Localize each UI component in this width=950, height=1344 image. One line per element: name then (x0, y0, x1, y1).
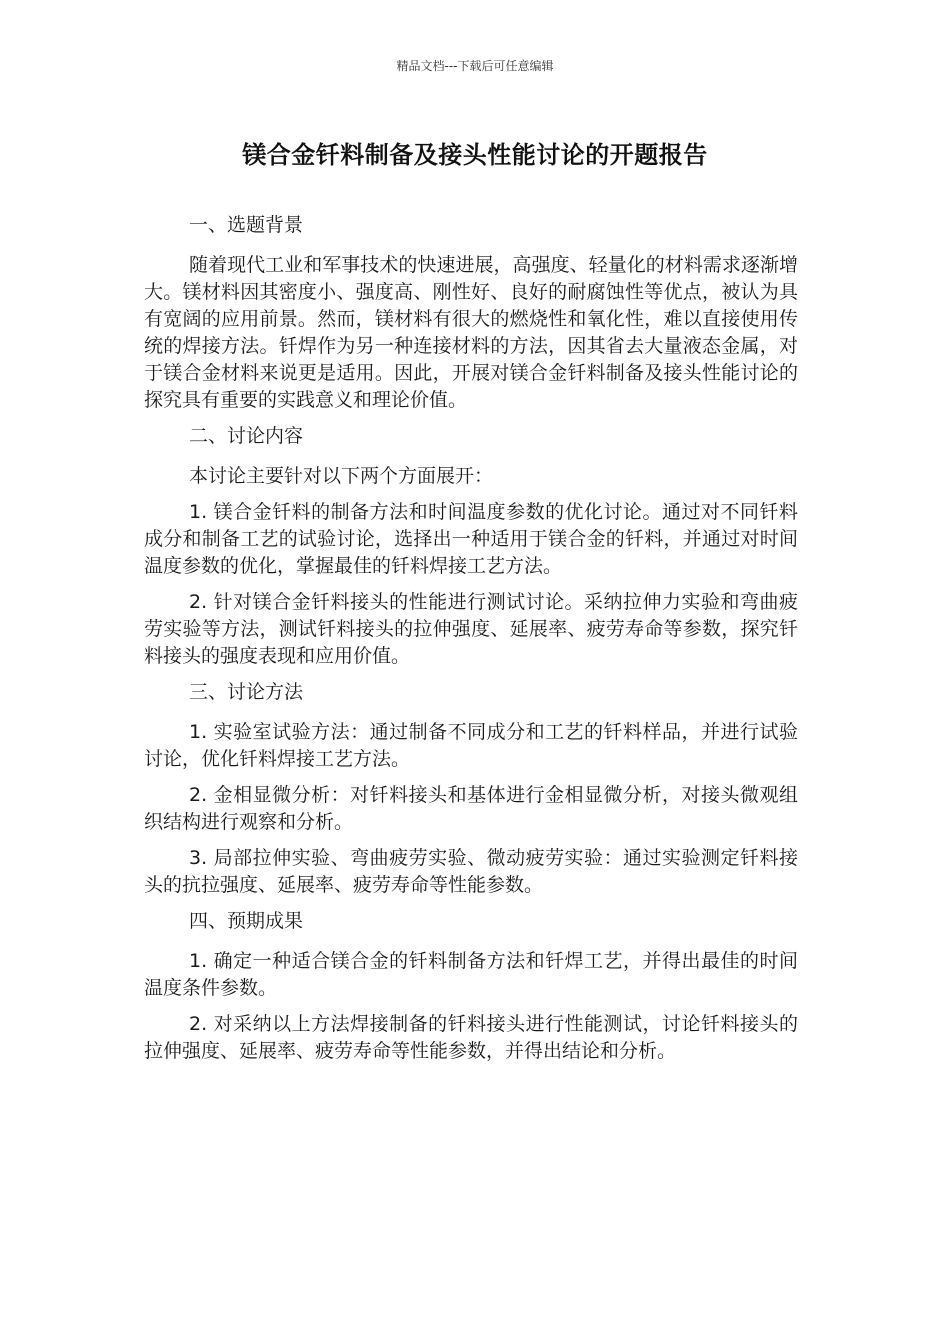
paragraph-results-item-2: 2. 对采纳以上方法焊接制备的钎料接头进行性能测试，讨论钎料接头的拉伸强度、延展率、疲劳寿命等性能参数，并得出结论和分析。 (144, 1013, 798, 1062)
paragraph-method-item-1: 1. 实验室试验方法：通过制备不同成分和工艺的钎料样品，并进行试验讨论，优化钎料焊接工艺方法。 (144, 721, 798, 770)
paragraph-content-item-2: 2. 针对镁合金钎料接头的性能进行测试讨论。采纳拉伸力实验和弯曲疲劳实验等方法，测试钎料接头的拉伸强度、延展率、疲劳寿命等参数，探究钎料接头的强度表现和应用价值。 (144, 591, 798, 667)
section-heading-content: 二、讨论内容 (189, 425, 304, 447)
paragraph-content-item-1: 1. 镁合金钎料的制备方法和时间温度参数的优化讨论。通过对不同钎料成分和制备工艺的试验讨论，选择出一种适用于镁合金的钎料，并通过对时间温度参数的优化，掌握最佳的钎料焊接工艺方法。 (144, 501, 798, 577)
section-heading-results: 四、预期成果 (189, 910, 304, 932)
page-header-watermark: 精品文档---下载后可任意编辑 (396, 59, 554, 73)
paragraph-method-item-2: 2. 金相显微分析：对钎料接头和基体进行金相显微分析，对接头微观组织结构进行观察和分析。 (144, 784, 798, 833)
paragraph-content-intro: 本讨论主要针对以下两个方面展开： (189, 465, 494, 487)
document-title: 镁合金钎料制备及接头性能讨论的开题报告 (242, 141, 708, 169)
section-heading-background: 一、选题背景 (189, 214, 304, 236)
paragraph-method-item-3: 3. 局部拉伸实验、弯曲疲劳实验、微动疲劳实验：通过实验测定钎料接头的抗拉强度、延展率、疲劳寿命等性能参数。 (144, 847, 798, 896)
paragraph-results-item-1: 1. 确定一种适合镁合金的钎料制备方法和钎焊工艺，并得出最佳的时间温度条件参数。 (144, 950, 798, 999)
document-body (144, 212, 798, 1074)
paragraph-background: 随着现代工业和军事技术的快速进展，高强度、轻量化的材料需求逐渐增大。镁材料因其密度小、强度高、刚性好、良好的耐腐蚀性等优点，被认为具有宽阔的应用前景。然而，镁材料有很大的燃烧性和氧化性，难以直接使用传统的焊接方法。钎焊作为另一种连接材料的方法，因其省去大量液态金属，对于镁合金材料来说更是适用。因此，开展对镁合金钎料制备及接头性能讨论的探究具有重要的实践意义和理论价值。 (144, 254, 798, 411)
section-heading-method: 三、讨论方法 (189, 681, 304, 703)
